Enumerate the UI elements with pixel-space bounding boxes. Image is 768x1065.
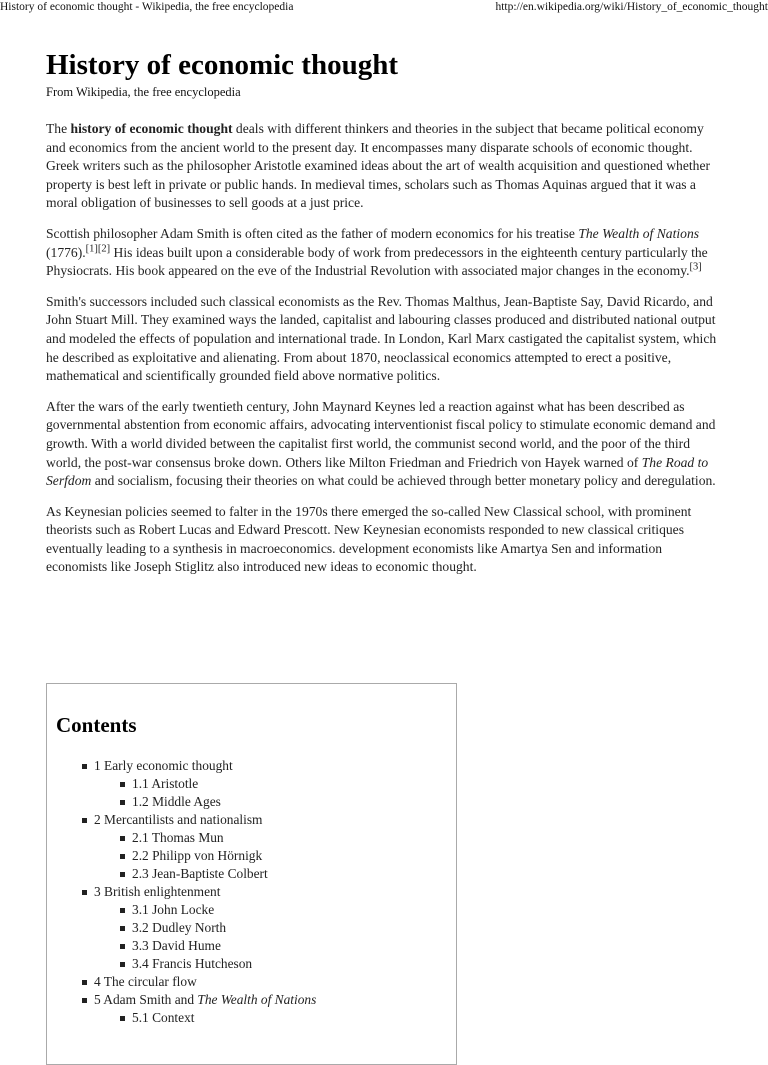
bullet-icon (120, 962, 125, 967)
toc-item (47, 757, 456, 775)
bullet-icon (120, 782, 125, 787)
bullet-icon (120, 926, 125, 931)
toc-item (47, 793, 456, 811)
bullet-icon (82, 998, 87, 1003)
toc-link-text: 3.3 David Hume (132, 938, 221, 953)
bullet-icon (120, 854, 125, 859)
article-content (46, 48, 726, 589)
toc-link-text: 2.1 Thomas Mun (132, 830, 224, 845)
p1-lead: The (46, 121, 71, 136)
print-header-url: http://en.wikipedia.org/wiki/History_of_economic_thought (495, 1, 768, 13)
citation-3[interactable]: [3] (689, 261, 702, 273)
site-tagline: From Wikipedia, the free encyclopedia (46, 85, 241, 99)
p4-book-title[interactable]: The Road to Serfdom (46, 454, 709, 489)
toc-link[interactable] (132, 938, 221, 953)
toc-link-text: 3.4 Francis Hutcheson (132, 956, 253, 971)
p4-text-b: and socialism, focusing their theories on what could be achieved through better monetary policy and deregulation. (91, 473, 716, 489)
bullet-icon (120, 944, 125, 949)
toc-link-text: 1.1 Aristotle (132, 776, 199, 791)
toc-link[interactable] (132, 848, 262, 863)
bullet-icon (82, 818, 87, 823)
toc-link[interactable] (94, 884, 220, 899)
toc-item (47, 811, 456, 829)
bullet-icon (82, 890, 87, 895)
toc-link[interactable] (94, 974, 197, 989)
toc-item (47, 937, 456, 955)
toc-item (47, 847, 456, 865)
bullet-icon (82, 764, 87, 769)
intro-paragraph-2 (46, 225, 726, 281)
toc-link-text: 4 The circular flow (94, 974, 197, 989)
toc-link-text: 3 British enlightenment (94, 884, 221, 899)
bullet-icon (120, 908, 125, 913)
toc-link-text: 3.1 John Locke (132, 902, 215, 917)
bullet-icon (120, 872, 125, 877)
toc-item (47, 829, 456, 847)
toc-item (47, 991, 456, 1009)
toc-link[interactable] (132, 920, 226, 935)
page-title: History of economic thought (46, 49, 398, 81)
toc-link-text: 2.2 Philipp von Hörnigk (132, 848, 263, 863)
toc-item (47, 775, 456, 793)
toc-link-text: 3.2 Dudley North (132, 920, 227, 935)
p2-text-c: His ideas built upon a considerable body of work from predecessors in the eighteenth century particularly the Physiocrats. His book appeared on the eve of the Industrial Revolution with associated major changes in the economy. (46, 244, 708, 279)
toc-link[interactable] (132, 956, 252, 971)
toc-link[interactable] (132, 794, 221, 809)
print-header-title: History of economic thought - Wikipedia, the free encyclopedia (0, 1, 294, 13)
toc-item (47, 901, 456, 919)
p2-text-b: (1776). (46, 244, 86, 260)
p1-bold-term: history of economic thought (70, 121, 233, 136)
citation-2[interactable]: [2] (97, 243, 111, 255)
intro-paragraph-3: Smith's successors included such classical economists as the Rev. Thomas Malthus, Jean-Baptiste Say, David Ricardo, and John Stuart Mill. They examined ways the landed, capitalist and labouring classes produced and distributed national output and modeled the effects of population and international trade. In London, Karl Marx castigated the capitalist system, which he described as exploitative and alienating. From about 1870, neoclassical economics attempted to erect a positive, mathematical and scientifically grounded field above normative politics. (46, 293, 717, 384)
table-of-contents (46, 683, 457, 1065)
toc-link-text: 1.2 Middle Ages (132, 794, 221, 809)
toc-item (47, 973, 456, 991)
toc-link[interactable] (132, 902, 214, 917)
toc-link-text: 5 Adam Smith and (94, 992, 198, 1007)
print-header (0, 0, 768, 18)
toc-item (47, 919, 456, 937)
p2-text-a: Scottish philosopher Adam Smith is often cited as the father of modern economics for his treatise (46, 225, 579, 241)
toc-link[interactable] (94, 992, 316, 1007)
toc-item (47, 883, 456, 901)
toc-link-text: 1 Early economic thought (94, 758, 233, 773)
bullet-icon (82, 980, 87, 985)
toc-item (47, 865, 456, 883)
toc-link[interactable] (132, 776, 198, 791)
bullet-icon (120, 800, 125, 805)
p2-book-title[interactable]: The Wealth of Nations (578, 225, 700, 241)
toc-link[interactable] (94, 758, 233, 773)
toc-item (47, 1009, 456, 1027)
toc-link-italic: The Wealth of Nations (197, 992, 317, 1007)
toc-link[interactable] (94, 812, 262, 827)
toc-link[interactable] (132, 866, 268, 881)
intro-paragraph-1 (46, 120, 726, 213)
toc-list (47, 757, 456, 1027)
p4-text-a: After the wars of the early twentieth century, John Maynard Keynes led a reaction against what has been described as governmental abstention from economic affairs, advocating interventionist fiscal policy to stimulate economic demand and growth. With a world divided between the capitalist first world, the communist second world, and the poor of the third world, the post-war consensus broke down. Others like Milton Friedman and Friedrich von Hayek warned of (46, 398, 716, 470)
p1-text: deals with different thinkers and theories in the subject that became political economy and economics from the ancient world to the present day. It encompasses many disparate schools of economic thought. Greek writers such as the philosopher Aristotle examined ideas about the art of wealth acquisition and questioned whether property is best left in private or public hands. In medieval times, scholars such as Thomas Aquinas argued that it was a moral obligation of businesses to sell goods at a just price. (46, 121, 711, 211)
toc-title: Contents (56, 713, 137, 737)
intro-paragraph-4 (46, 398, 726, 491)
citation-1[interactable]: [1] (85, 243, 98, 255)
bullet-icon (120, 836, 125, 841)
toc-link[interactable] (132, 830, 224, 845)
toc-link-text: 2 Mercantilists and nationalism (94, 812, 263, 827)
toc-link-text: 5.1 Context (132, 1010, 195, 1025)
intro-paragraph-5: As Keynesian policies seemed to falter in the 1970s there emerged the so-called New Classical school, with prominent theorists such as Robert Lucas and Edward Prescott. New Keynesian economists responded to new classical critiques eventually leading to a synthesis in macroeconomics. development economists like Amartya Sen and information economists like Joseph Stiglitz also introduced new ideas to economic thought. (46, 503, 692, 575)
bullet-icon (120, 1016, 125, 1021)
toc-item (47, 955, 456, 973)
toc-link-text: 2.3 Jean-Baptiste Colbert (132, 866, 268, 881)
toc-link[interactable] (132, 1010, 195, 1025)
